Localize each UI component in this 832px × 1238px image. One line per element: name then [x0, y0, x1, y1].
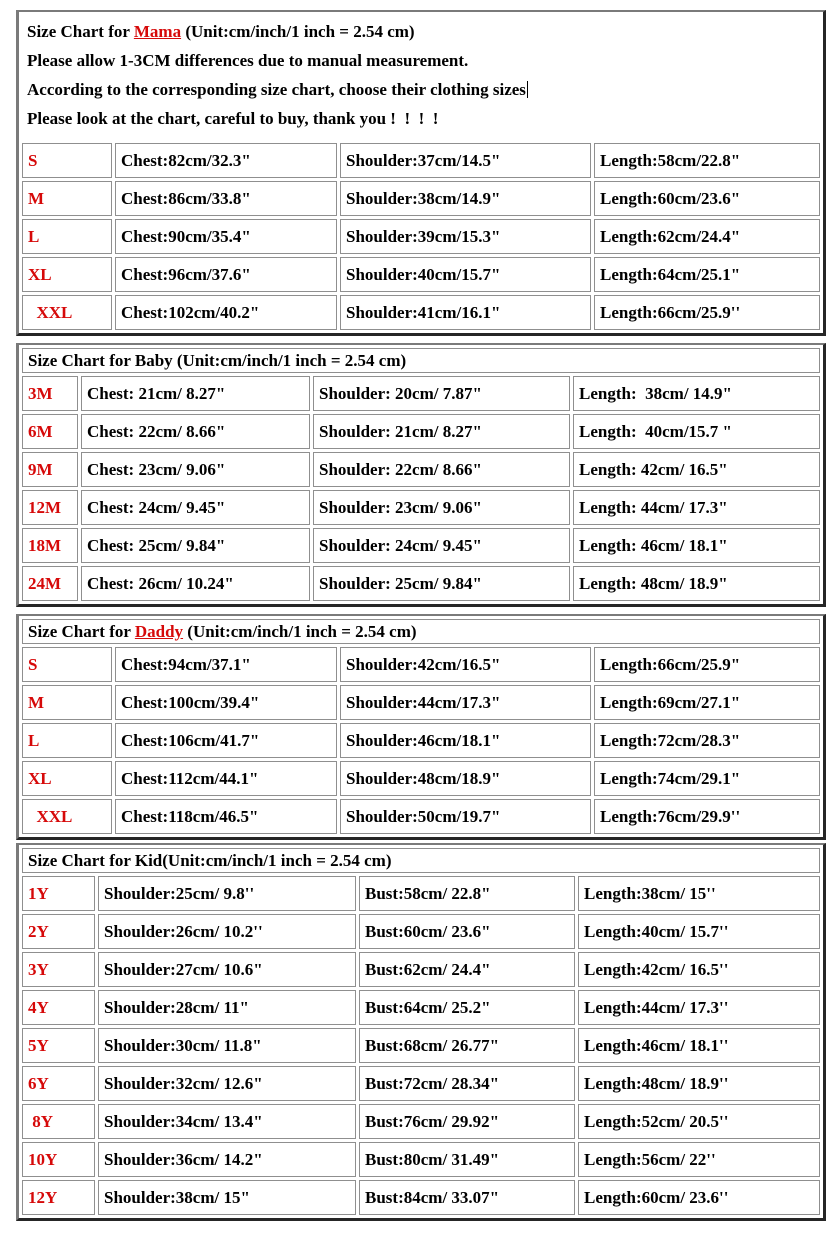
table-row: [22, 414, 820, 449]
length-cell: Length: 48cm/ 18.9": [573, 566, 820, 601]
kid-size-table: [19, 845, 823, 1218]
chest-cell: Chest:96cm/37.6": [115, 257, 337, 292]
shoulder-cell: Shoulder:44cm/17.3": [340, 685, 591, 720]
note-measurement-tolerance: Please allow 1-3CM differences due to manual measurement.: [27, 51, 469, 70]
chest-cell: Chest: 22cm/ 8.66": [81, 414, 310, 449]
length-cell: Length:38cm/ 15'': [578, 876, 820, 911]
table-row: [22, 1142, 820, 1177]
length-cell: Length:44cm/ 17.3'': [578, 990, 820, 1025]
title-text: (Unit:cm/inch/1 inch = 2.54 cm): [181, 22, 415, 41]
length-cell: Length:56cm/ 22'': [578, 1142, 820, 1177]
size-cell: 12M: [22, 490, 78, 525]
title-text: (Unit:cm/inch/1 inch = 2.54 cm): [183, 621, 417, 641]
size-cell: 5Y: [22, 1028, 95, 1063]
chest-cell: Chest: 25cm/ 9.84": [81, 528, 310, 563]
shoulder-cell: Shoulder:36cm/ 14.2": [98, 1142, 356, 1177]
mama-notes-block: [19, 12, 823, 140]
size-cell: S: [22, 143, 112, 178]
note-careful-to-buy: Please look at the chart, careful to buy, thank you ! ! ! !: [27, 109, 439, 128]
daddy-link[interactable]: Daddy: [134, 621, 184, 641]
chest-cell: Chest:106cm/41.7": [115, 723, 337, 758]
table-row: [22, 723, 820, 758]
size-cell: 1Y: [22, 876, 95, 911]
bust-cell: Bust:84cm/ 33.07": [359, 1180, 575, 1215]
shoulder-cell: Shoulder:34cm/ 13.4": [98, 1104, 356, 1139]
chest-cell: Chest:86cm/33.8": [115, 181, 337, 216]
chest-cell: Chest:102cm/40.2": [115, 295, 337, 330]
chest-cell: Chest: 21cm/ 8.27": [81, 376, 310, 411]
length-cell: Length:62cm/24.4": [594, 219, 820, 254]
size-cell: 6Y: [22, 1066, 95, 1101]
bust-cell: Bust:72cm/ 28.34": [359, 1066, 575, 1101]
note-text: According to the corresponding size chart, choose their clothing sizes: [27, 80, 526, 99]
length-cell: Length:74cm/29.1": [594, 761, 820, 796]
length-cell: Length: 44cm/ 17.3": [573, 490, 820, 525]
table-row: [22, 452, 820, 487]
bust-cell: Bust:64cm/ 25.2": [359, 990, 575, 1025]
table-row: [22, 528, 820, 563]
table-row: [22, 952, 820, 987]
section-title-kid: [22, 848, 820, 873]
size-chart-section-daddy: [16, 614, 826, 840]
shoulder-cell: Shoulder:50cm/19.7": [340, 799, 591, 834]
daddy-size-table: [19, 616, 823, 837]
length-cell: Length:60cm/ 23.6'': [578, 1180, 820, 1215]
shoulder-cell: Shoulder:40cm/15.7": [340, 257, 591, 292]
shoulder-cell: Shoulder: 24cm/ 9.45": [313, 528, 570, 563]
size-cell: XXL: [22, 295, 112, 330]
table-row: [22, 914, 820, 949]
size-cell: XL: [22, 257, 112, 292]
table-row: [22, 876, 820, 911]
title-text: Size Chart for: [27, 22, 134, 41]
shoulder-cell: Shoulder:30cm/ 11.8": [98, 1028, 356, 1063]
table-row: [22, 490, 820, 525]
bust-cell: Bust:80cm/ 31.49": [359, 1142, 575, 1177]
size-chart-section-kid: [16, 843, 826, 1221]
baby-size-table: [19, 345, 823, 604]
chest-cell: Chest:100cm/39.4": [115, 685, 337, 720]
table-row: [22, 990, 820, 1025]
length-cell: Length:40cm/ 15.7'': [578, 914, 820, 949]
size-cell: 10Y: [22, 1142, 95, 1177]
shoulder-cell: Shoulder: 25cm/ 9.84": [313, 566, 570, 601]
table-row: [22, 219, 820, 254]
chest-cell: Chest:82cm/32.3": [115, 143, 337, 178]
section-title-mama: [27, 17, 815, 46]
title-text: Size Chart for: [28, 621, 135, 641]
table-row: [22, 799, 820, 834]
length-cell: Length:48cm/ 18.9'': [578, 1066, 820, 1101]
text-cursor: [527, 81, 528, 98]
size-chart-section-baby: [16, 343, 826, 607]
mama-size-table: [19, 140, 823, 333]
size-cell: 2Y: [22, 914, 95, 949]
table-row: [22, 181, 820, 216]
mama-link[interactable]: Mama: [133, 22, 182, 41]
shoulder-cell: Shoulder:48cm/18.9": [340, 761, 591, 796]
length-cell: Length:66cm/25.9'': [594, 295, 820, 330]
table-row: [22, 685, 820, 720]
length-cell: Length:69cm/27.1": [594, 685, 820, 720]
size-cell: 3M: [22, 376, 78, 411]
table-row: [22, 257, 820, 292]
length-cell: Length: 40cm/15.7 ": [573, 414, 820, 449]
size-cell: 8Y: [22, 1104, 95, 1139]
shoulder-cell: Shoulder:26cm/ 10.2'': [98, 914, 356, 949]
shoulder-cell: Shoulder: 23cm/ 9.06": [313, 490, 570, 525]
length-cell: Length:76cm/29.9'': [594, 799, 820, 834]
chest-cell: Chest: 26cm/ 10.24": [81, 566, 310, 601]
size-cell: XL: [22, 761, 112, 796]
shoulder-cell: Shoulder:38cm/14.9": [340, 181, 591, 216]
shoulder-cell: Shoulder:46cm/18.1": [340, 723, 591, 758]
shoulder-cell: Shoulder:32cm/ 12.6": [98, 1066, 356, 1101]
shoulder-cell: Shoulder:37cm/14.5": [340, 143, 591, 178]
length-cell: Length:58cm/22.8": [594, 143, 820, 178]
length-cell: Length: 46cm/ 18.1": [573, 528, 820, 563]
table-row: [22, 143, 820, 178]
shoulder-cell: Shoulder:41cm/16.1": [340, 295, 591, 330]
title-text: Size Chart for Kid(Unit:cm/inch/1 inch = 2.54 cm): [28, 850, 392, 870]
length-cell: Length: 38cm/ 14.9": [573, 376, 820, 411]
table-row: [22, 647, 820, 682]
length-cell: Length: 42cm/ 16.5": [573, 452, 820, 487]
shoulder-cell: Shoulder:25cm/ 9.8'': [98, 876, 356, 911]
shoulder-cell: Shoulder: 21cm/ 8.27": [313, 414, 570, 449]
section-title-row: [22, 619, 820, 644]
shoulder-cell: Shoulder: 22cm/ 8.66": [313, 452, 570, 487]
shoulder-cell: Shoulder:42cm/16.5": [340, 647, 591, 682]
size-chart-section-mama: [16, 10, 826, 336]
note-choose-size: [27, 75, 815, 104]
section-title-row: [22, 348, 820, 373]
shoulder-cell: Shoulder:28cm/ 11": [98, 990, 356, 1025]
length-cell: Length:72cm/28.3": [594, 723, 820, 758]
chest-cell: Chest:90cm/35.4": [115, 219, 337, 254]
size-cell: 24M: [22, 566, 78, 601]
bust-cell: Bust:68cm/ 26.77": [359, 1028, 575, 1063]
bust-cell: Bust:60cm/ 23.6": [359, 914, 575, 949]
table-row: [22, 1066, 820, 1101]
length-cell: Length:52cm/ 20.5'': [578, 1104, 820, 1139]
size-cell: M: [22, 181, 112, 216]
table-row: [22, 566, 820, 601]
section-title-row: [22, 848, 820, 873]
shoulder-cell: Shoulder:38cm/ 15": [98, 1180, 356, 1215]
length-cell: Length:60cm/23.6": [594, 181, 820, 216]
chest-cell: Chest:112cm/44.1": [115, 761, 337, 796]
bust-cell: Bust:58cm/ 22.8": [359, 876, 575, 911]
table-row: [22, 1180, 820, 1215]
size-cell: L: [22, 219, 112, 254]
shoulder-cell: Shoulder: 20cm/ 7.87": [313, 376, 570, 411]
size-cell: 6M: [22, 414, 78, 449]
chest-cell: Chest: 24cm/ 9.45": [81, 490, 310, 525]
chest-cell: Chest:94cm/37.1": [115, 647, 337, 682]
section-title-baby: [22, 348, 820, 373]
table-row: [22, 761, 820, 796]
shoulder-cell: Shoulder:27cm/ 10.6": [98, 952, 356, 987]
size-cell: 18M: [22, 528, 78, 563]
table-row: [22, 1028, 820, 1063]
size-cell: M: [22, 685, 112, 720]
table-row: [22, 1104, 820, 1139]
bust-cell: Bust:76cm/ 29.92": [359, 1104, 575, 1139]
section-title-daddy: [22, 619, 820, 644]
length-cell: Length:66cm/25.9": [594, 647, 820, 682]
chest-cell: Chest:118cm/46.5": [115, 799, 337, 834]
size-cell: 12Y: [22, 1180, 95, 1215]
shoulder-cell: Shoulder:39cm/15.3": [340, 219, 591, 254]
chest-cell: Chest: 23cm/ 9.06": [81, 452, 310, 487]
table-row: [22, 376, 820, 411]
size-cell: S: [22, 647, 112, 682]
table-row: [22, 295, 820, 330]
size-cell: 4Y: [22, 990, 95, 1025]
length-cell: Length:64cm/25.1": [594, 257, 820, 292]
size-cell: XXL: [22, 799, 112, 834]
length-cell: Length:46cm/ 18.1'': [578, 1028, 820, 1063]
size-cell: 9M: [22, 452, 78, 487]
size-cell: L: [22, 723, 112, 758]
size-cell: 3Y: [22, 952, 95, 987]
length-cell: Length:42cm/ 16.5'': [578, 952, 820, 987]
bust-cell: Bust:62cm/ 24.4": [359, 952, 575, 987]
title-text: Size Chart for Baby (Unit:cm/inch/1 inch = 2.54 cm): [28, 350, 407, 370]
